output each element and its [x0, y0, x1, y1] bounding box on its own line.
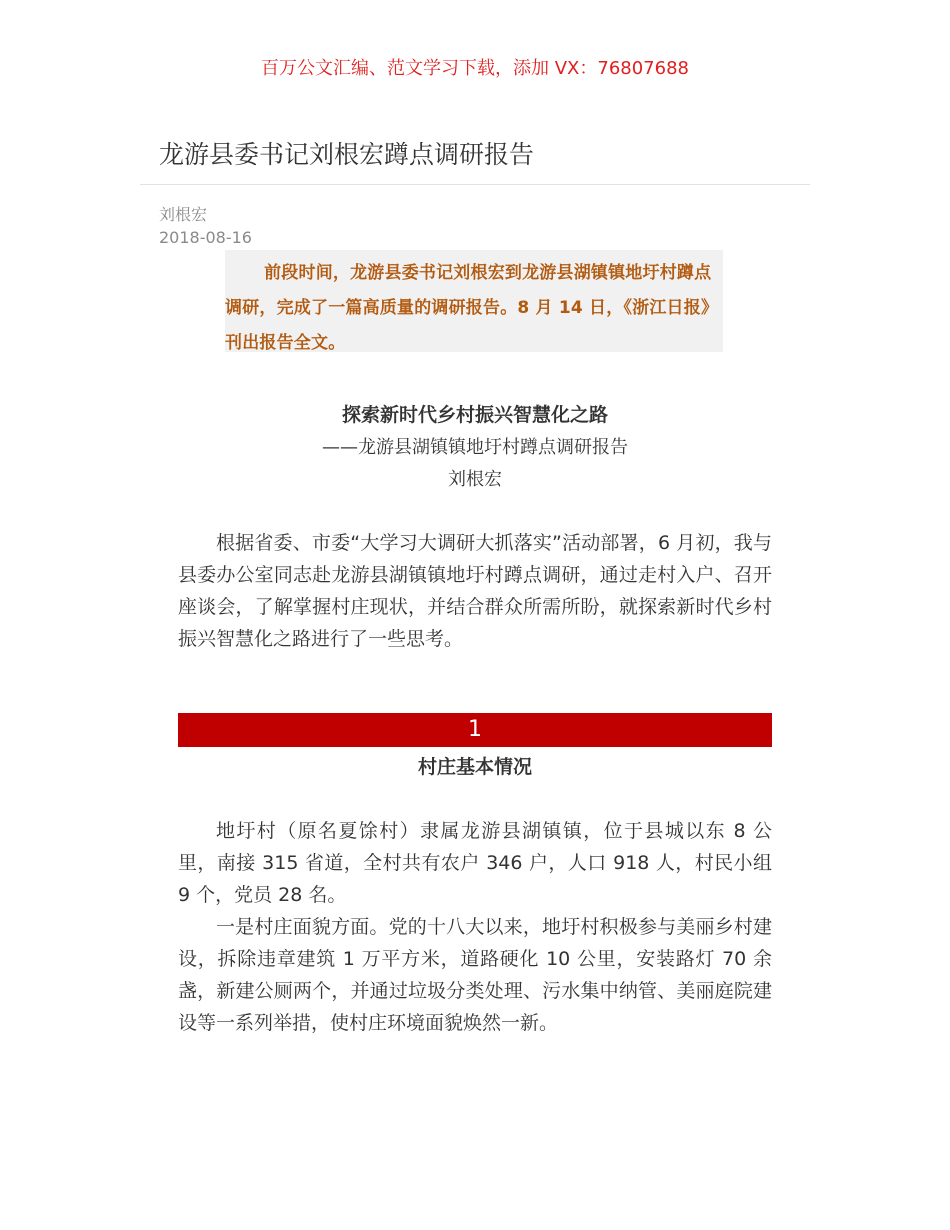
promo-banner: 百万公文汇编、范文学习下载，添加 VX：76807688	[261, 58, 689, 79]
intro-box	[225, 250, 723, 352]
section-title: 村庄基本情况	[417, 756, 532, 778]
title-divider	[140, 184, 810, 185]
report-paragraph: 根据省委、市委“大学习大调研大抓落实”活动部署，6 月初，我与县委办公室同志赴龙游县湖镇镇地圩村蹲点调研，通过走村入户、召开座谈会，了解掌握村庄现状，并结合群众所需所盼，就探索新时代乡村振兴智慧化之路进行了一些思考。	[178, 532, 772, 650]
report-subheading: ——龙游县湖镇镇地圩村蹲点调研报告	[322, 437, 628, 458]
report-heading: 探索新时代乡村振兴智慧化之路	[341, 404, 608, 426]
section-paragraph: 一是村庄面貌方面。党的十八大以来，地圩村积极参与美丽乡村建设，拆除违章建筑 1 万平方米，道路硬化 10 公里，安装路灯 70 余盏，新建公厕两个，并通过垃圾分类处理、污水集中纳管、美丽庭院建设等一系列举措，使村庄环境面貌焕然一新。	[178, 916, 772, 1034]
report-author: 刘根宏	[448, 469, 502, 490]
intro-text: 前段时间，龙游县委书记刘根宏到龙游县湖镇镇地圩村蹲点调研，完成了一篇高质量的调研报告。8 月 14 日，《浙江日报》刊出报告全文。	[225, 263, 719, 353]
article-title: 龙游县委书记刘根宏蹲点调研报告	[159, 140, 535, 169]
article-date: 2018-08-16	[159, 228, 252, 247]
article-author: 刘根宏	[159, 205, 208, 224]
section-paragraph: 地圩村（原名夏馀村）隶属龙游县湖镇镇，位于县城以东 8 公里，南接 315 省道，全村共有农户 346 户，人口 918 人，村民小组 9 个，党员 28 名。	[178, 820, 772, 906]
section-number-bar: 1	[178, 713, 772, 747]
